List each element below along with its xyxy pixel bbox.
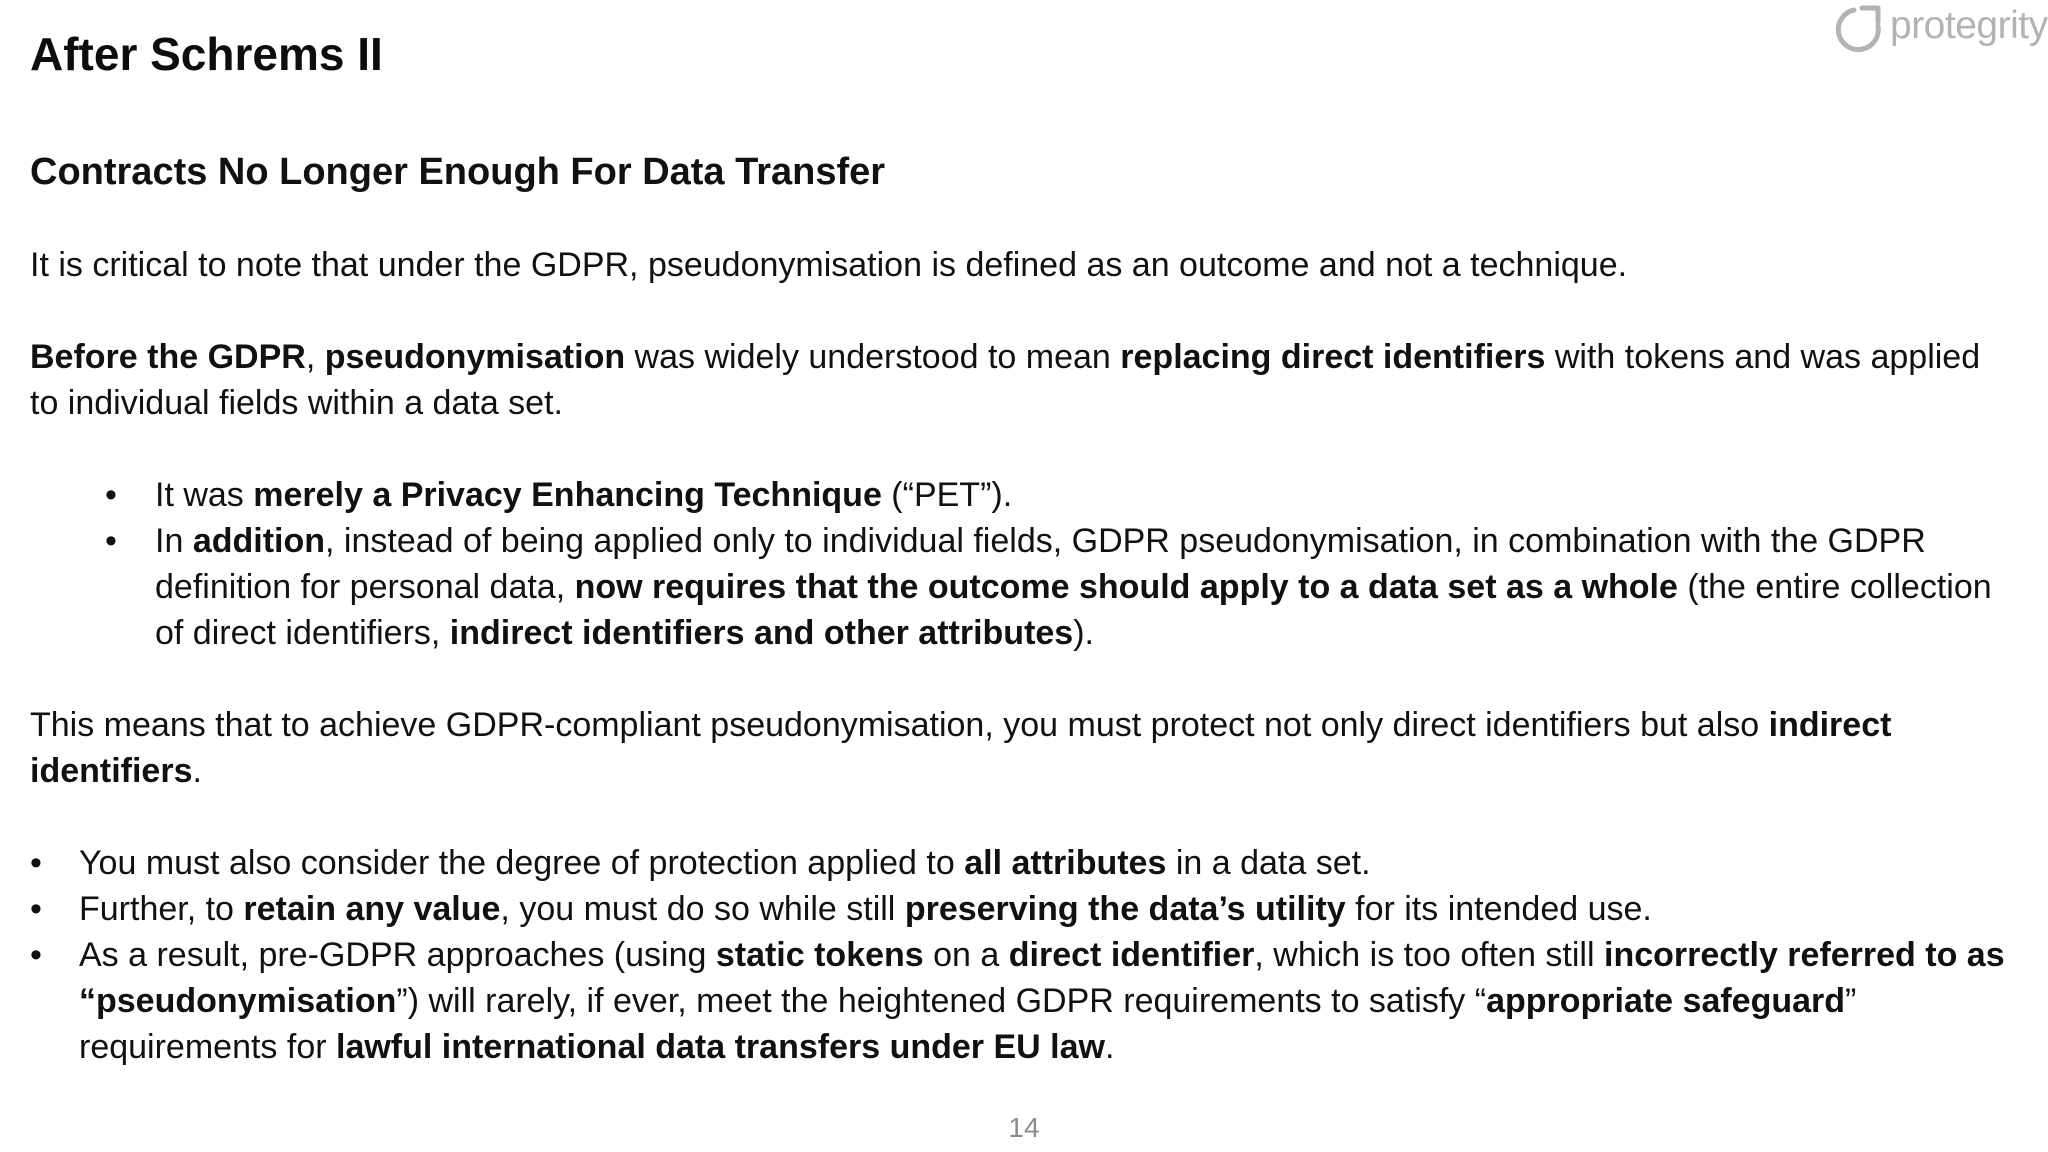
bold-text: addition: [192, 522, 326, 560]
bold-text: indirect identifiers and other attributes: [449, 614, 1074, 652]
page-number: 14: [1008, 1112, 1040, 1143]
paragraph-before-gdpr: [30, 334, 2010, 426]
text: for its intended use.: [1345, 890, 1652, 928]
text: in a data set.: [1166, 844, 1371, 882]
text: .: [1104, 1028, 1115, 1066]
text: (“PET”).: [881, 476, 1013, 514]
text: As a result, pre-GDPR approaches (using: [79, 936, 716, 974]
text: ” requirements for: [79, 982, 1857, 1066]
list-item: [30, 886, 2010, 932]
list-item: [30, 840, 2010, 886]
text: , you must do so while still: [500, 890, 905, 928]
protegrity-logo-icon: [1834, 4, 1886, 58]
logo-text: protegrity: [1890, 4, 2048, 47]
bold-text: direct identifier: [1008, 936, 1255, 974]
bold-text: replacing direct identifiers: [1120, 338, 1546, 376]
text: You must also consider the degree of protection applied to: [79, 844, 965, 882]
bold-text: lawful international data transfers under EU law: [336, 1028, 1105, 1066]
list-item: [30, 472, 2010, 518]
bold-text: static tokens: [715, 936, 924, 974]
text: It was: [155, 476, 254, 514]
text: This means that to achieve GDPR-compliant pseudonymisation, you must protect not only direct identifiers but also: [30, 706, 1769, 744]
bold-text: appropriate safeguard: [1486, 982, 1846, 1020]
bold-text: indirect identifiers: [30, 706, 1892, 790]
text: was widely understood to mean: [625, 338, 1121, 376]
bullet-list-pet: [30, 472, 2010, 656]
bold-text: all attributes: [964, 844, 1167, 882]
bold-text: retain any value: [243, 890, 501, 928]
text: (the entire collection of direct identifiers,: [155, 568, 1992, 652]
paragraph-compliant: [30, 702, 2010, 794]
slide-content: [30, 148, 2010, 1070]
list-item: [30, 518, 2010, 656]
slide-title: After Schrems II: [30, 28, 383, 80]
text: with tokens and was applied to individual fields within a data set.: [30, 338, 1981, 422]
text: .: [192, 752, 202, 790]
slide-subtitle: Contracts No Longer Enough For Data Transfer: [30, 151, 886, 193]
bold-text: incorrectly referred to as “pseudonymisation: [79, 936, 2005, 1020]
text: , which is too often still: [1254, 936, 1604, 974]
bold-text: Before the GDPR: [30, 338, 306, 376]
text: ).: [1073, 614, 1094, 652]
bullet-list-requirements: [30, 840, 2010, 1070]
text: Further, to: [79, 890, 244, 928]
paragraph-outcome: It is critical to note that under the GDPR, pseudonymisation is defined as an outcome and not a technique.: [30, 246, 1628, 284]
bold-text: preserving the data’s utility: [904, 890, 1346, 928]
text: ”) will rarely, if ever, meet the heightened GDPR requirements to satisfy “: [396, 982, 1487, 1020]
bold-text: now requires that the outcome should apply to a data set as a whole: [574, 568, 1678, 606]
brand-logo: [1834, 2, 2048, 60]
bold-text: merely a Privacy Enhancing Technique: [253, 476, 882, 514]
text: In: [155, 522, 193, 560]
text: , instead of being applied only to individual fields, GDPR pseudonymisation, in combination with the GDPR definition for personal data,: [155, 522, 1926, 606]
list-item: [30, 932, 2010, 1070]
bold-text: pseudonymisation: [324, 338, 626, 376]
text: on a: [923, 936, 1009, 974]
text: ,: [305, 338, 325, 376]
